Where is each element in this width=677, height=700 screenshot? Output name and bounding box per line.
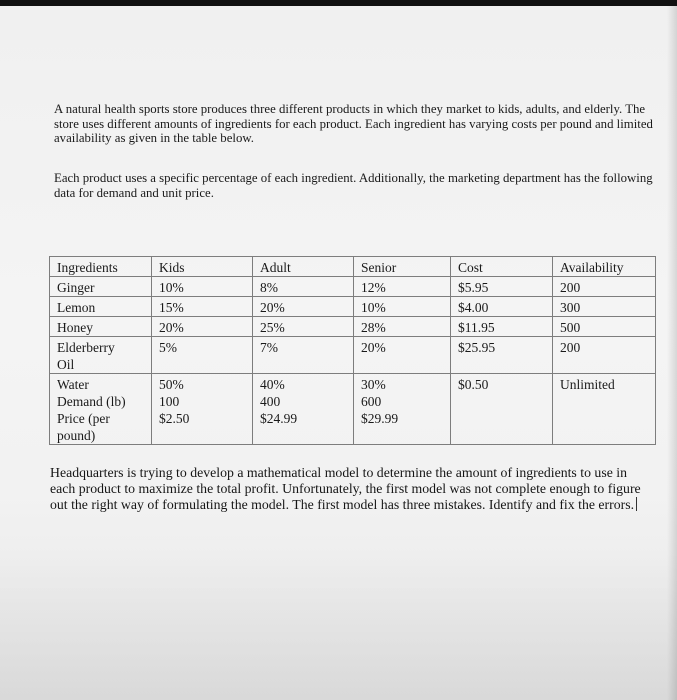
cell-kids: 5%: [152, 337, 253, 374]
price-senior: $29.99: [361, 411, 399, 426]
cell-kids: 15%: [152, 297, 253, 317]
demand-kids: 100: [159, 394, 180, 409]
intro-paragraph: A natural health sports store produces three different products in which they market to kids, adults, and elderly. The store uses different amounts of ingredients for each product. Each ingredient has varying costs per pound and limited availability as given in the table below.: [54, 102, 653, 145]
demand-senior: 600: [361, 394, 382, 409]
cell-availability: 300: [553, 297, 656, 317]
table-row: [50, 297, 656, 317]
text-cursor: [636, 497, 637, 511]
row-label: [50, 337, 152, 374]
cell-senior: 20%: [354, 337, 451, 374]
page-shading: [0, 550, 677, 700]
header-kids: Kids: [152, 257, 253, 277]
water-adult: 40%: [260, 377, 285, 392]
cell-adult: 7%: [253, 337, 354, 374]
price-label-line: pound): [57, 428, 96, 443]
cell-adult: [253, 374, 354, 445]
table-row: [50, 317, 656, 337]
closing-paragraph[interactable]: [50, 465, 655, 513]
water-label: Water: [57, 377, 89, 392]
cell-adult: 8%: [253, 277, 354, 297]
row-label-line: Oil: [57, 357, 75, 372]
cell-kids: [152, 374, 253, 445]
price-adult: $24.99: [260, 411, 298, 426]
header-adult: Adult: [253, 257, 354, 277]
header-senior: Senior: [354, 257, 451, 277]
price-kids: $2.50: [159, 411, 190, 426]
ingredients-table: [49, 256, 656, 445]
cell-senior: 12%: [354, 277, 451, 297]
cell-adult: 25%: [253, 317, 354, 337]
header-ingredients: Ingredients: [50, 257, 152, 277]
table-row-water: [50, 374, 656, 445]
demand-intro-paragraph: Each product uses a specific percentage of each ingredient. Additionally, the marketing department has the following data for demand and unit price.: [54, 171, 653, 200]
header-availability: Availability: [553, 257, 656, 277]
cell-senior: 28%: [354, 317, 451, 337]
cell-senior: [354, 374, 451, 445]
cell-kids: 10%: [152, 277, 253, 297]
water-senior: 30%: [361, 377, 386, 392]
cell-availability: 500: [553, 317, 656, 337]
cell-senior: 10%: [354, 297, 451, 317]
row-label-line: Elderberry: [57, 340, 115, 355]
table-header-row: [50, 257, 656, 277]
cell-cost: $0.50: [451, 374, 553, 445]
cell-cost: $5.95: [451, 277, 553, 297]
cell-cost: $11.95: [451, 317, 553, 337]
row-label: [50, 374, 152, 445]
cell-adult: 20%: [253, 297, 354, 317]
row-label: Ginger: [50, 277, 152, 297]
row-label: Honey: [50, 317, 152, 337]
demand-label: Demand (lb): [57, 394, 126, 409]
table-row: [50, 277, 656, 297]
closing-paragraph-text: Headquarters is trying to develop a mathematical model to determine the amount of ingredients to use in each product to maximize the total profit. Unfortunately, the first model was not complete enough to figure out the right way of formulating the model. The first model has three mistakes. Identify and fix the errors.: [50, 465, 641, 512]
header-cost: Cost: [451, 257, 553, 277]
price-label-line: Price (per: [57, 411, 110, 426]
cell-kids: 20%: [152, 317, 253, 337]
table-row: [50, 337, 656, 374]
cell-availability: Unlimited: [553, 374, 656, 445]
water-kids: 50%: [159, 377, 184, 392]
cell-cost: $4.00: [451, 297, 553, 317]
row-label: Lemon: [50, 297, 152, 317]
cell-cost: $25.95: [451, 337, 553, 374]
cell-availability: 200: [553, 277, 656, 297]
cell-availability: 200: [553, 337, 656, 374]
demand-adult: 400: [260, 394, 281, 409]
document-page: [0, 6, 677, 700]
